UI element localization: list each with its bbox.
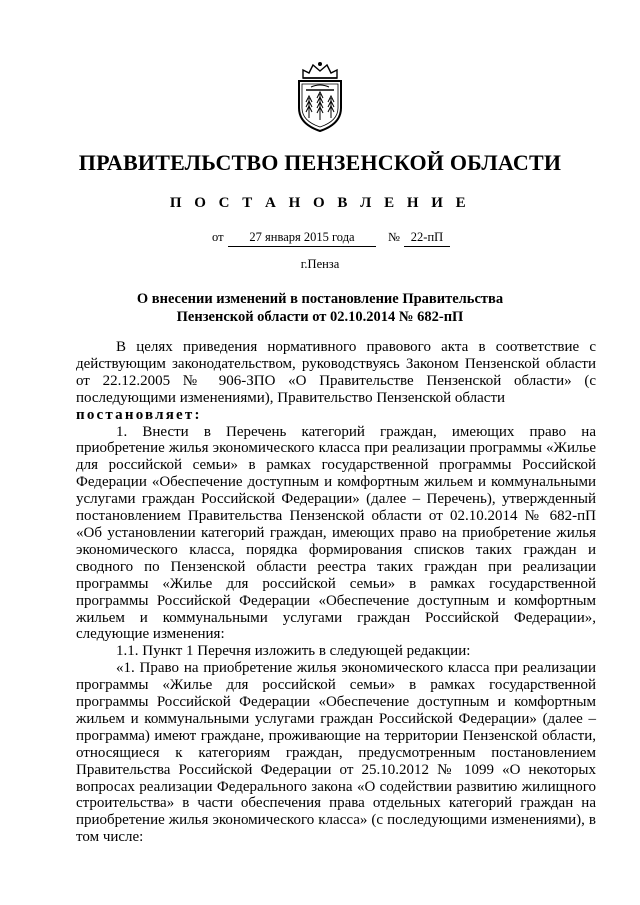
document-date: 27 января 2015 года [228,230,376,247]
date-prefix: от [212,230,224,244]
preamble-paragraph: В целях приведения нормативного правового акта в соответствие с действующим законодательством, руководствуясь Законом Пензенской области от 22.12.2005 № 906-ЗПО «О Правительстве Пензенской области» (с последующими изменениями), Правительство Пензенской области [76,339,596,406]
organization-title: ПРАВИТЕЛЬСТВО ПЕНЗЕНСКОЙ ОБЛАСТИ [78,150,562,175]
penza-coat-of-arms-icon [289,60,351,134]
number-prefix: № [388,230,400,244]
city: г.Пенза [300,257,340,271]
item-1-1-paragraph: 1.1. Пункт 1 Перечня изложить в следующей редакции: [116,643,471,660]
document-type: П О С Т А Н О В Л Е Н И Е [169,195,471,211]
document-number: 22-пП [404,230,450,247]
document-body [76,339,596,846]
resolve-keyword: постановляет: [76,406,202,423]
quoted-paragraph: «1. Право на приобретение жилья экономического класса при реализации программы «Жилье для российской семьи» в рамках государственной программы Российской Федерации «Обеспечение доступным и комфортным жильем и коммунальными услугами граждан Российской Федерации» (далее – программа) имеют граждане, проживающие на территории Пензенской области, относящиеся к категориям граждан, предусмотренным постановлением Правительства Российской Федерации от 25.10.2012 № 1099 «О некоторых вопросах реализации Федерального закона «О содействии развитию жилищного строительства» в части обеспечения права отдельных категорий граждан на приобретение жилья экономического класса» (с последующими изменениями), в том числе: [76,660,596,846]
item-1-paragraph: 1. Внести в Перечень категорий граждан, имеющих право на приобретение жилья экономического класса при реализации программы «Жилье для российской семьи» в рамках государственной программы Российской Федерации «Обеспечение доступным и комфортным жильем и коммунальными услугами граждан Российской Федерации» (далее – Перечень), утвержденный постановлением Правительства Пензенской области от 02.10.2014 № 682-пП «Об установлении категорий граждан, имеющих право на приобретение жилья экономического класса, порядка формирования списков таких граждан и сводного по Пензенской области реестра таких граждан при реализации программы «Жилье для российской семьи» в рамках государственной программы Российской Федерации «Обеспечение доступным и комфортным жильем и коммунальными услугами граждан Российской Федерации», следующие изменения: [76,423,596,643]
document-subject: О внесении изменений в постановление Правительства Пензенской области от 02.10.2014 № 682-пП [136,291,504,325]
